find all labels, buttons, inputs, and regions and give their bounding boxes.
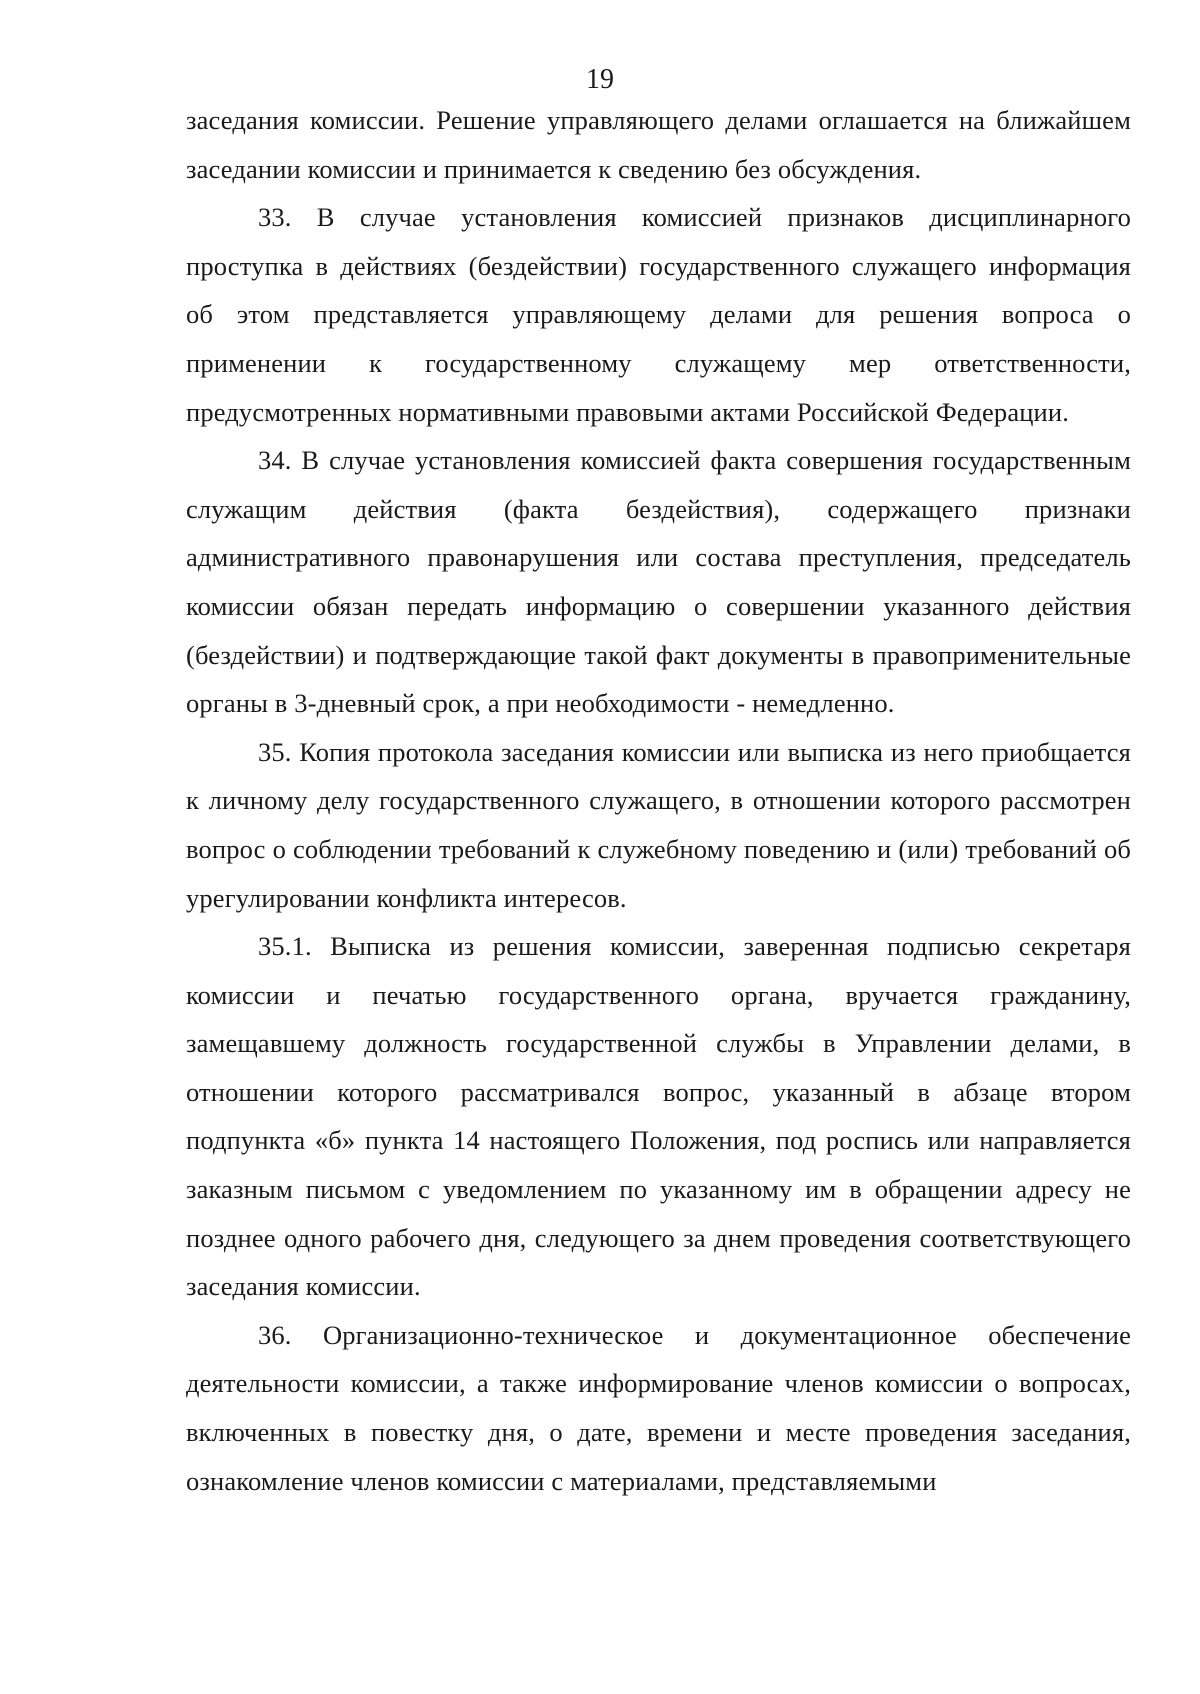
paragraph-34: 34. В случае установления комиссией факта совершения государственным служащим действия (факта бездействия), содержащего признаки административного правонарушения или состава преступления, председатель комиссии обязан передать информацию о совершении указанного действия (бездействии) и подтверждающие такой факт документы в правоприменительные органы в 3-дневный срок, а при необходимости - немедленно. [186, 445, 1131, 719]
paragraph-36: 36. Организационно-техническое и документационное обеспечение деятельности комиссии, а также информирование членов комиссии о вопросах, включенных в повестку дня, о дате, времени и месте проведения заседания, ознакомление членов комиссии с материалами, представляемыми [186, 1319, 1131, 1496]
paragraph-35: 35. Копия протокола заседания комиссии или выписка из него приобщается к личному делу государственного служащего, в отношении которого рассмотрен вопрос о соблюдении требований к служебному поведению и (или) требований об урегулировании конфликта интересов. [186, 736, 1131, 913]
paragraph-35-1: 35.1. Выписка из решения комиссии, заверенная подписью секретаря комиссии и печатью государственного органа, вручается гражданину, замещавшему должность государственной службы в Управлении делами, в отношении которого рассматривался вопрос, указанный в абзаце втором подпункта «б» пункта 14 настоящего Положения, под роспись или направляется заказным письмом с уведомлением по указанному им в обращении адресу не позднее одного рабочего дня, следующего за днем проведения соответствующего заседания комиссии. [186, 931, 1131, 1302]
paragraph-continuation: заседания комиссии. Решение управляющего делами оглашается на ближайшем заседании комиссии и принимается к сведению без обсуждения. [186, 105, 1131, 184]
page-number: 19 [586, 64, 614, 95]
paragraph-33: 33. В случае установления комиссией признаков дисциплинарного проступка в действиях (бездействии) государственного служащего информация об этом представляется управляющему делами для решения вопроса о применении к государственному служащему мер ответственности, предусмотренных нормативными правовыми актами Российской Федерации. [186, 202, 1131, 427]
document-body [186, 96, 1131, 1505]
